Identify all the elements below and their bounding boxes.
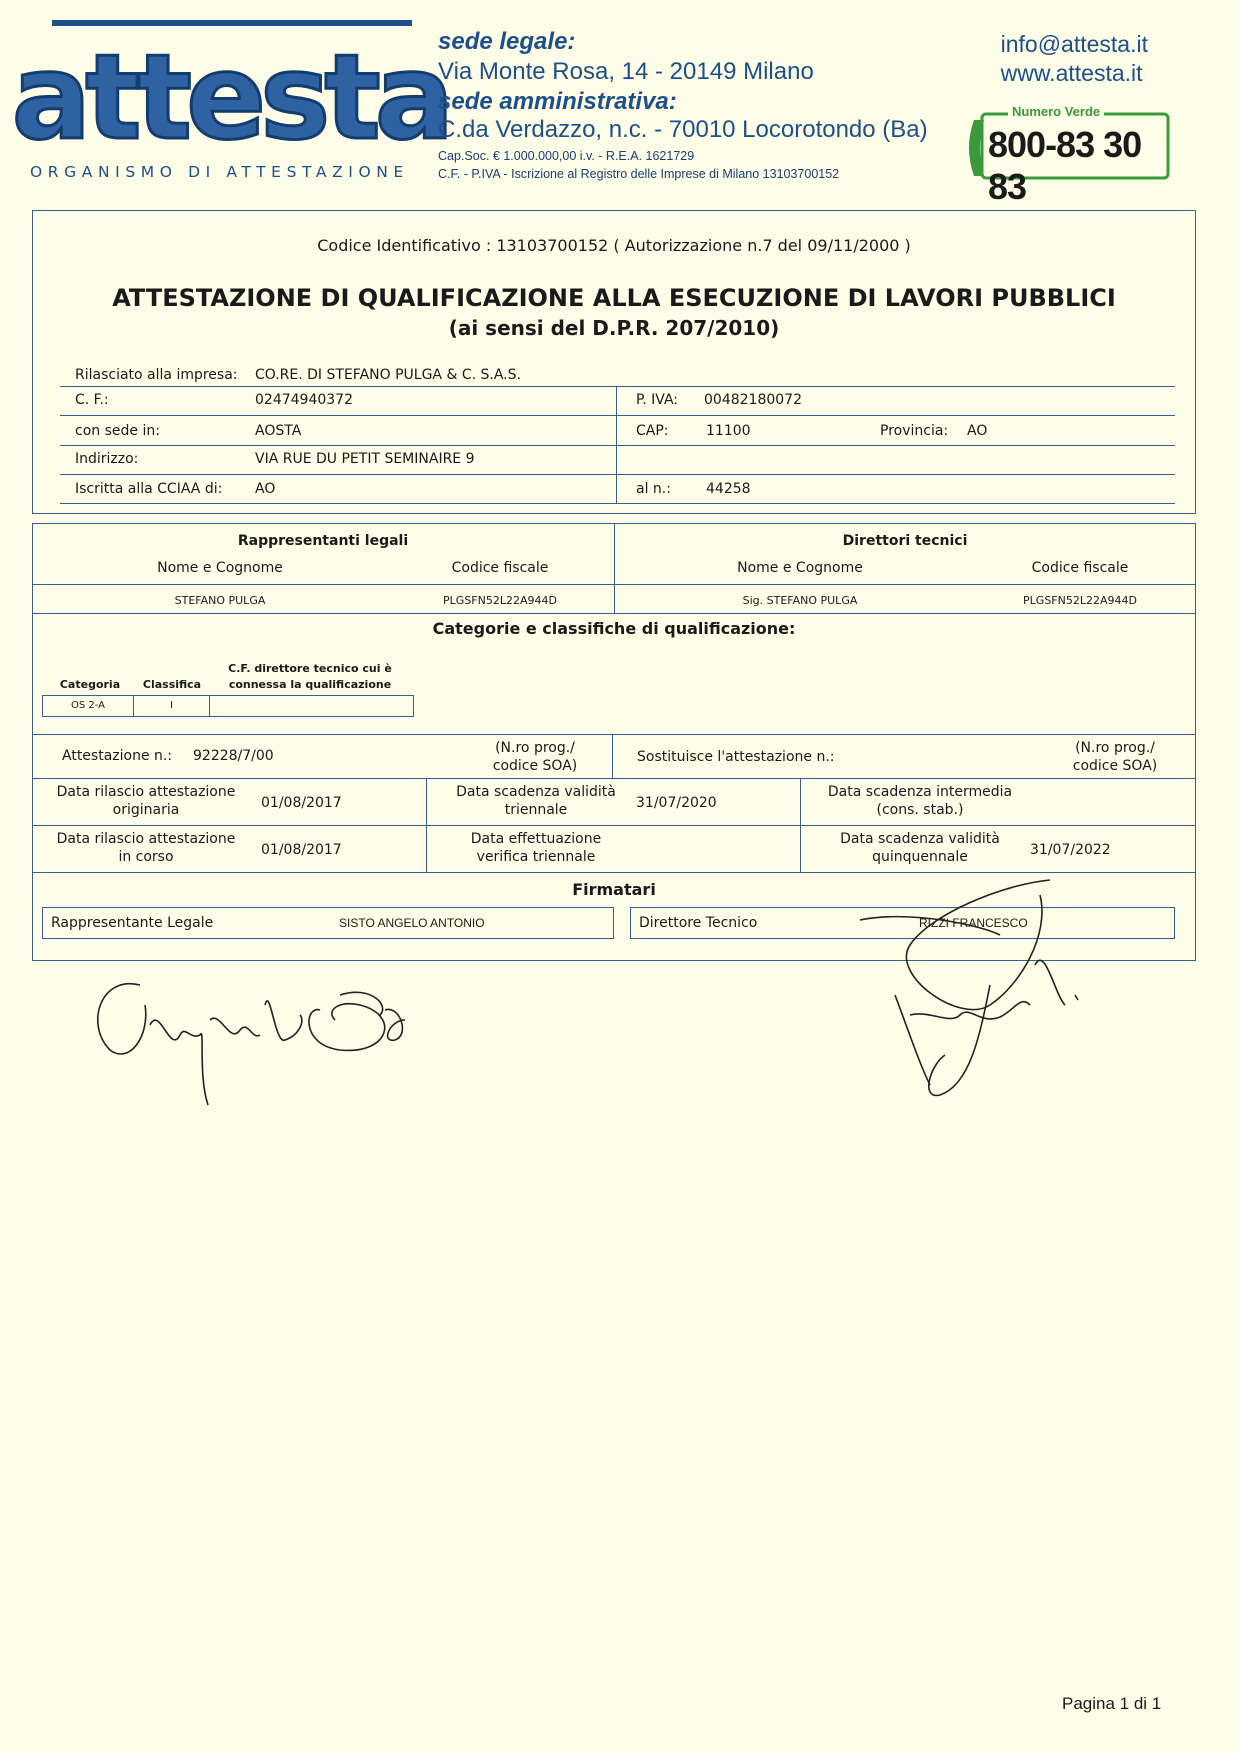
sede-amm-label: sede amministrativa: [438, 88, 677, 115]
firmatari-heading: Firmatari [572, 880, 656, 899]
provincia-label: Provincia: [880, 423, 949, 439]
prog-l2: codice SOA) [492, 758, 578, 774]
scad-quin-value: 31/07/2022 [1030, 842, 1111, 858]
provincia-value: AO [967, 423, 988, 439]
sede-amm-address: C.da Verdazzo, n.c. - 70010 Locorotondo (Ba) [438, 116, 928, 143]
aln-label: al n.: [636, 481, 671, 497]
piva-label: P. IVA: [636, 392, 679, 408]
numero-verde-box [962, 100, 1170, 207]
email-link[interactable]: info@attesta.it [1000, 31, 1148, 57]
signature-direttore [850, 875, 1110, 1115]
scad-quin-l2: quinquennale [872, 849, 968, 865]
rapp-legale-box [42, 907, 614, 939]
cat-row-classifica-cell [133, 695, 210, 717]
sede-label: con sede in: [75, 423, 160, 439]
cat-col-categoria: Categoria [59, 678, 121, 691]
scad-quin-l1: Data scadenza validità [840, 831, 1000, 847]
website-link[interactable]: www.attesta.it [1000, 60, 1143, 86]
numero-verde[interactable]: 800-83 30 83 [988, 124, 1142, 207]
prog2-l2: codice SOA) [1072, 758, 1158, 774]
dir-tecnico-name: RIZZI FRANCESCO [919, 916, 1028, 930]
cf-piva-info: C.F. - P.IVA - Iscrizione al Registro delle Imprese di Milano 13103700152 [438, 167, 840, 181]
cap-value: 11100 [706, 423, 751, 439]
rilascio-orig-l1: Data rilascio attestazione [56, 784, 236, 800]
doc-title: ATTESTAZIONE DI QUALIFICAZIONE ALLA ESECUZIONE DI LAVORI PUBBLICI [112, 284, 1116, 312]
main-frame [32, 210, 1196, 514]
scad-tri-l1: Data scadenza validità [456, 784, 616, 800]
sede-legale-label: sede legale: [438, 28, 576, 55]
rappresentanti-heading: Rappresentanti legali [237, 533, 409, 549]
dir-col-cf: Codice fiscale [1031, 560, 1129, 576]
attesta-logo [11, 20, 449, 180]
categorie-heading: Categorie e classifiche di qualificazione: [432, 619, 796, 638]
prog2-l1: (N.ro prog./ [1075, 740, 1155, 756]
contacts [1001, 30, 1148, 88]
cat-row-categoria: OS 2-A [71, 700, 105, 711]
sostituisce-label: Sostituisce l'attestazione n.: [637, 749, 835, 765]
attestazione-label: Attestazione n.: [62, 748, 173, 764]
rilasciato-value: CO.RE. DI STEFANO PULGA & C. S.A.S. [255, 367, 521, 383]
rapp-row-cf: PLGSFN52L22A944D [443, 594, 557, 607]
cat-col-cf-l1: C.F. direttore tecnico cui è [228, 662, 392, 675]
piva-value: 00482180072 [704, 392, 802, 408]
logo-subtitle: ORGANISMO DI ATTESTAZIONE [30, 163, 409, 181]
cap-label: CAP: [636, 423, 669, 439]
rilascio-orig-value: 01/08/2017 [261, 795, 342, 811]
signature-rappresentante [90, 965, 450, 1115]
verifica-l2: verifica triennale [476, 849, 596, 865]
attestazione-value: 92228/7/00 [193, 748, 274, 764]
rilascio-corso-l1: Data rilascio attestazione [56, 831, 236, 847]
scad-int-l2: (cons. stab.) [876, 802, 964, 818]
rilasciato-label: Rilasciato alla impresa: [75, 367, 238, 383]
page-number: Pagina 1 di 1 [1062, 1694, 1162, 1713]
dir-row-nome: Sig. STEFANO PULGA [742, 594, 858, 607]
capital-info: Cap.Soc. € 1.000.000,00 i.v. - R.E.A. 1621729 [438, 149, 695, 163]
scad-tri-l2: triennale [504, 802, 568, 818]
doc-subtitle: (ai sensi del D.P.R. 207/2010) [448, 316, 780, 340]
indirizzo-value: VIA RUE DU PETIT SEMINAIRE 9 [255, 451, 475, 467]
ccia-label: Iscritta alla CCIAA di: [75, 481, 223, 497]
cat-row-classifica: I [170, 700, 173, 711]
cf-label: C. F.: [75, 392, 109, 408]
cf-value: 02474940372 [255, 392, 353, 408]
rapp-legale-name: SISTO ANGELO ANTONIO [339, 916, 485, 930]
rapp-col-nome: Nome e Cognome [157, 560, 283, 576]
aln-value: 44258 [706, 481, 751, 497]
scad-int-l1: Data scadenza intermedia [827, 784, 1013, 800]
verifica-l1: Data effettuazione [470, 831, 602, 847]
dir-row-cf: PLGSFN52L22A944D [1023, 594, 1137, 607]
cat-row-categoria-cell [42, 695, 134, 717]
svg-text:attesta: attesta [11, 28, 449, 166]
dir-tecnico-label: Direttore Tecnico [639, 915, 758, 931]
prog-l1: (N.ro prog./ [495, 740, 575, 756]
sede-legale-address: Via Monte Rosa, 14 - 20149 Milano [438, 58, 814, 85]
indirizzo-label: Indirizzo: [75, 451, 139, 467]
cat-col-cf-l2: connessa la qualificazione [228, 678, 392, 691]
sede-value: AOSTA [255, 423, 302, 439]
numero-verde-label: Numero Verde [1008, 104, 1104, 119]
rilascio-corso-value: 01/08/2017 [261, 842, 342, 858]
rapp-legale-label: Rappresentante Legale [51, 915, 214, 931]
ccia-value: AO [255, 481, 276, 497]
rapp-row-nome: STEFANO PULGA [174, 594, 266, 607]
direttori-heading: Direttori tecnici [842, 533, 968, 549]
rilascio-orig-l2: originaria [112, 802, 180, 818]
cat-col-classifica: Classifica [142, 678, 202, 691]
cat-row-cf-cell [209, 695, 414, 717]
rilascio-corso-l2: in corso [118, 849, 174, 865]
codice-identificativo: Codice Identificativo : 13103700152 ( Autorizzazione n.7 del 09/11/2000 ) [317, 236, 911, 255]
rapp-col-cf: Codice fiscale [451, 560, 549, 576]
scad-tri-value: 31/07/2020 [636, 795, 717, 811]
dir-col-nome: Nome e Cognome [737, 560, 863, 576]
